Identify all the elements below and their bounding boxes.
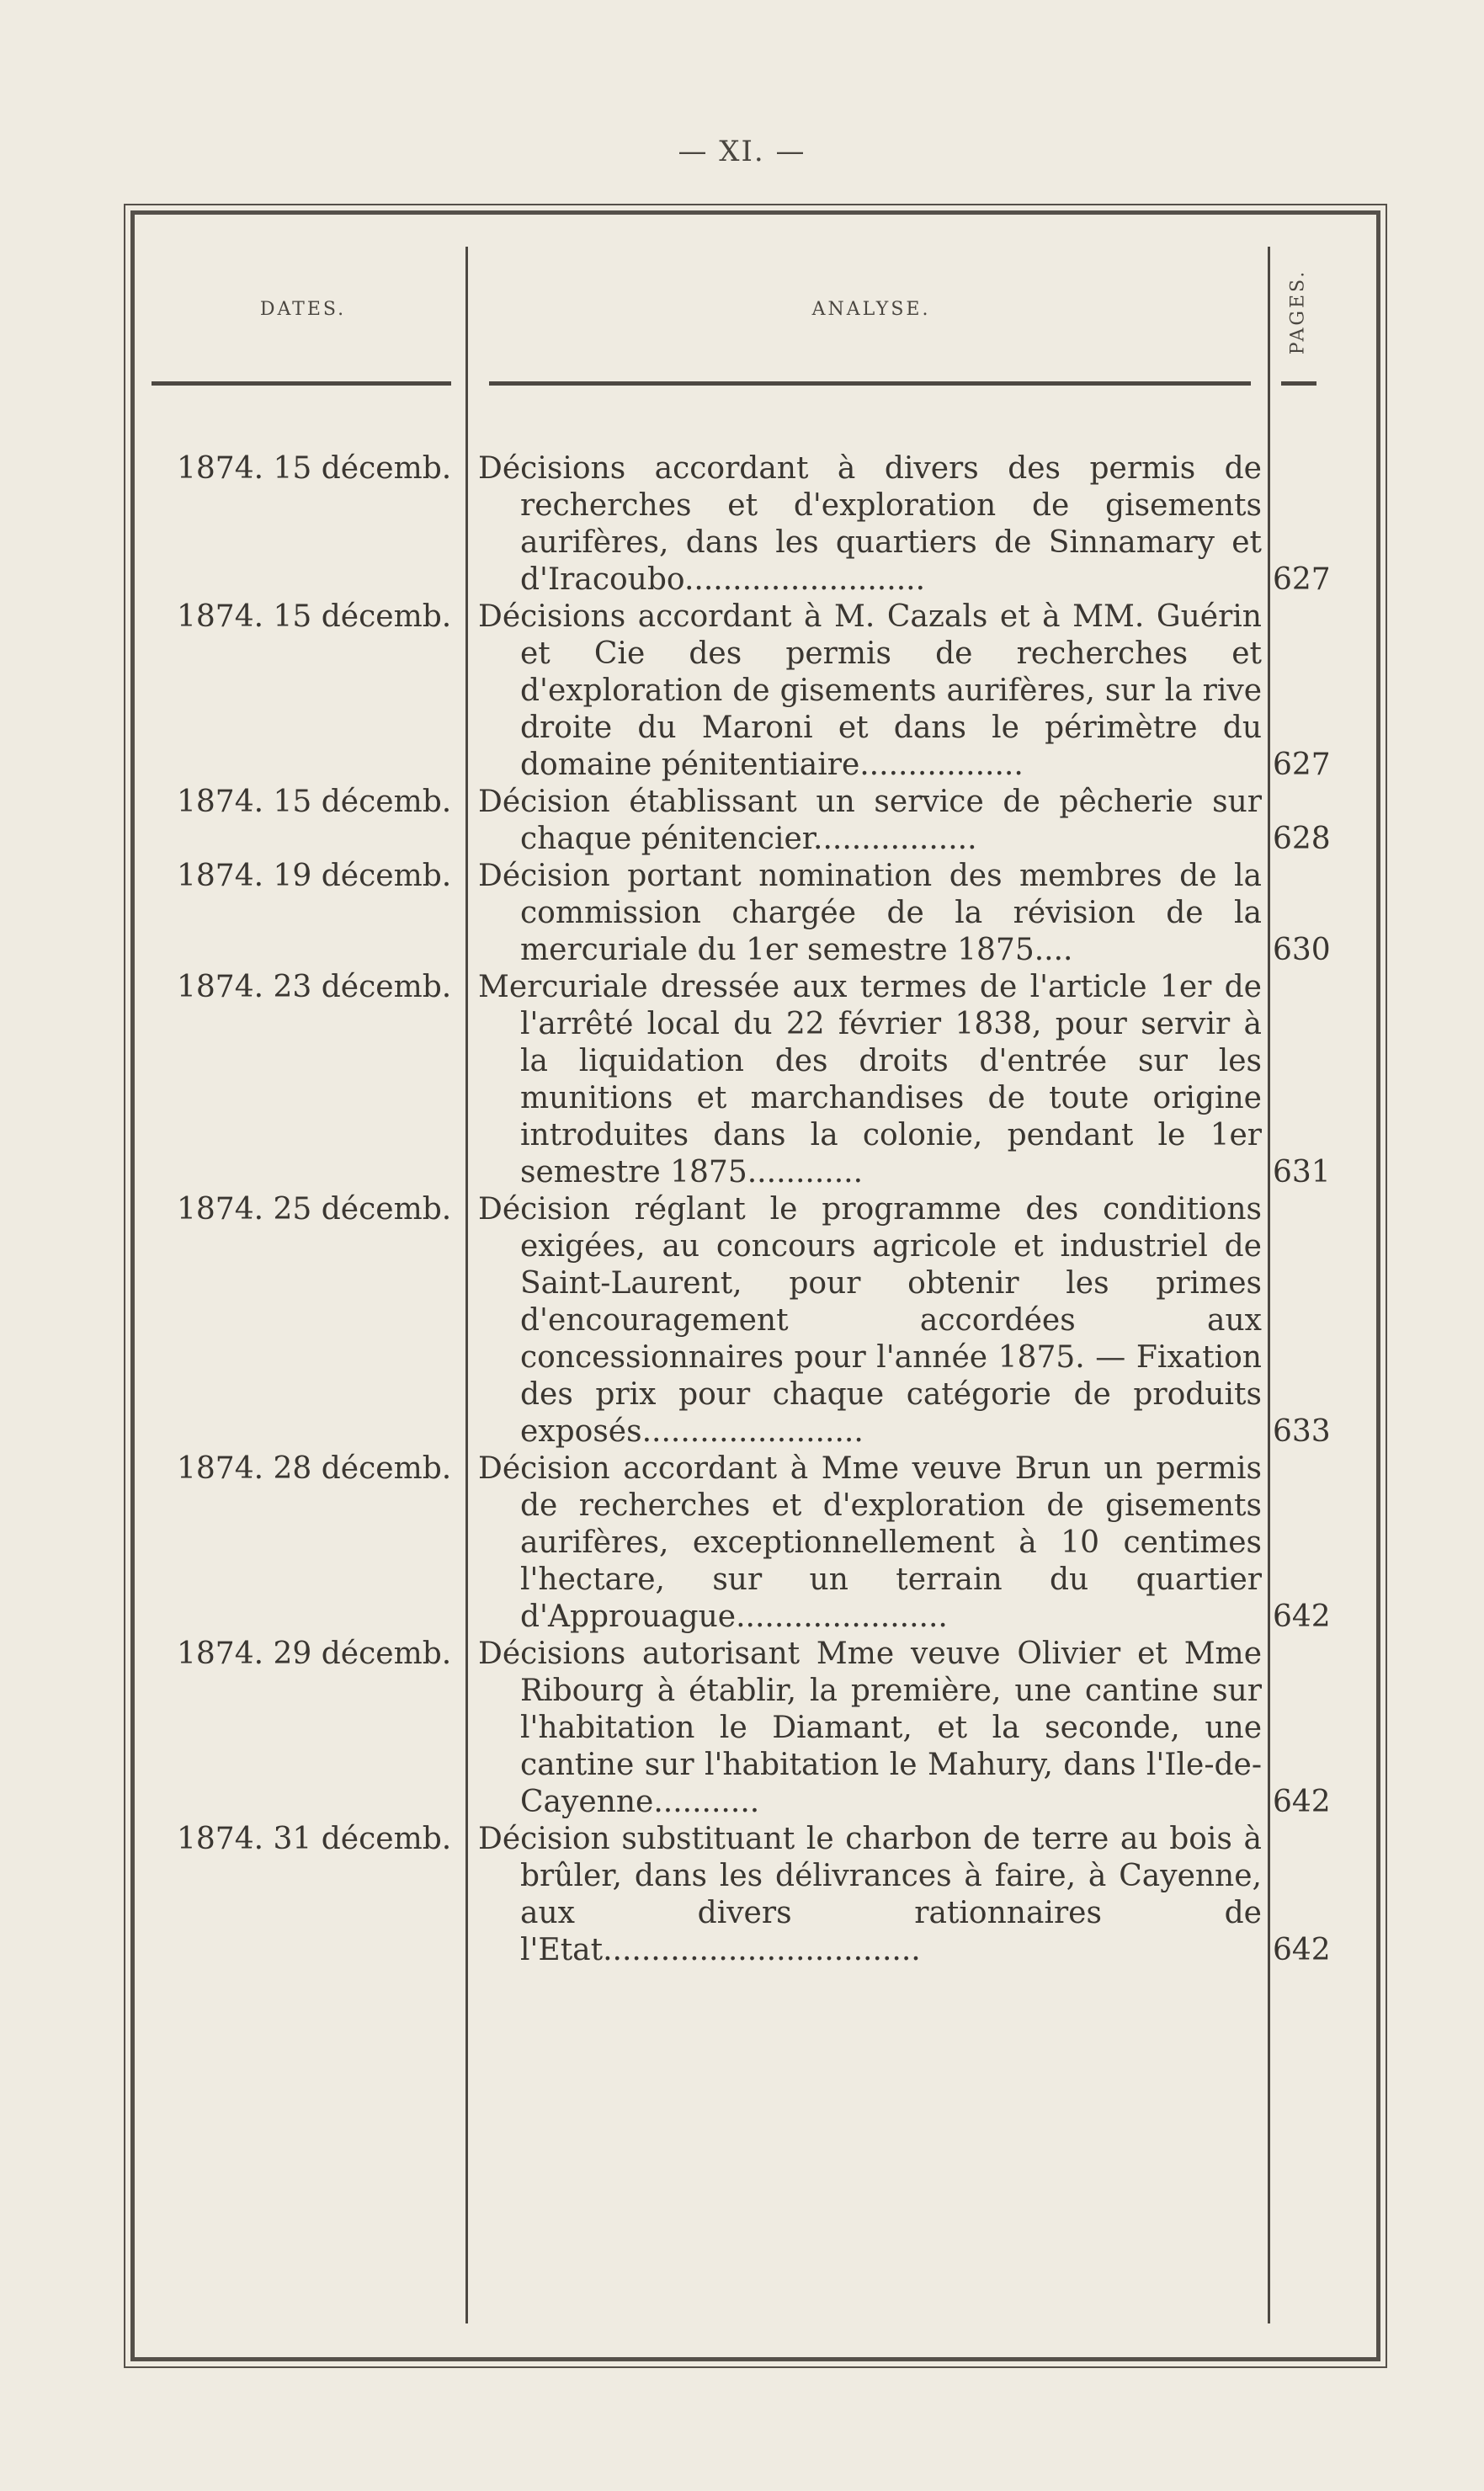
header-analyse: ANALYSE.: [811, 299, 931, 320]
entry-page: 642: [1273, 1933, 1331, 1967]
entry-analysis: Décision établissant un service de pêcherie sur chaque pénitencier.................: [478, 785, 1262, 856]
entry-page: 642: [1273, 1599, 1331, 1634]
table-row: [135, 969, 1376, 1191]
entries-list: [135, 450, 1376, 1969]
entry-analysis: Décision substituant le charbon de terre au bois à brûler, dans les délivrances à faire, à Cayenne, aux divers rationnaires de l'Etat.................................: [478, 1822, 1262, 1967]
table-row: [135, 1821, 1376, 1969]
header-rule-pages: [1281, 381, 1316, 386]
entry-date: 1874. 15 décemb.: [177, 451, 452, 486]
entry-page: 627: [1273, 748, 1331, 782]
entry-analysis: Décisions autorisant Mme veuve Olivier et Mme Ribourg à établir, la première, une cantine sur l'habitation le Diamant, et la seconde, une cantine sur l'habitation le Mahury, dans l'Ile-de-Cayenne...........: [478, 1637, 1262, 1819]
header-rule-dates: [152, 381, 451, 386]
entry-analysis: Décisions accordant à divers des permis de recherches et d'exploration de gisements aurifères, dans les quartiers de Sinnamary et d'Iracoubo.........................: [478, 451, 1262, 597]
entry-date: 1874. 28 décemb.: [177, 1451, 452, 1486]
entry-page: 628: [1273, 822, 1331, 856]
entry-page: 642: [1273, 1785, 1331, 1819]
header-pages: [1278, 253, 1318, 370]
header-pages-label: PAGES.: [1287, 269, 1309, 354]
entry-date: 1874. 31 décemb.: [177, 1822, 452, 1856]
bottom-rule: [143, 2357, 1368, 2360]
entry-date: 1874. 29 décemb.: [177, 1637, 452, 1671]
table-row: [135, 1450, 1376, 1636]
entry-analysis: Décision accordant à Mme veuve Brun un permis de recherches et d'exploration de gisements aurifères, exceptionnellement à 10 centimes l'hectare, sur un terrain du quartier d'Approuague......................: [478, 1451, 1262, 1634]
table-row: [135, 450, 1376, 599]
page-header: — XI. —: [678, 135, 806, 168]
table-row: [135, 599, 1376, 784]
entry-analysis: Décisions accordant à M. Cazals et à MM. Guérin et Cie des permis de recherches et d'exploration de gisements aurifères, sur la rive droite du Maroni et dans le périmètre du domaine pénitentiaire.................: [478, 599, 1262, 782]
entry-analysis: Mercuriale dressée aux termes de l'article 1er de l'arrêté local du 22 février 1838, pour servir à la liquidation des droits d'entrée sur les munitions et marchandises de toute origine introduites dans la colonie, pendant le 1er semestre 1875............: [478, 970, 1262, 1190]
entry-page: 630: [1273, 933, 1331, 967]
entry-analysis: Décision réglant le programme des conditions exigées, au concours agricole et industriel de Saint-Laurent, pour obtenir les primes d'encouragement accordées aux concessionnaires pour l'année 1875. — Fixation des prix pour chaque catégorie de produits exposés.......................: [478, 1192, 1262, 1449]
table-frame: [130, 210, 1380, 2361]
entry-date: 1874. 23 décemb.: [177, 970, 452, 1004]
header-dates: DATES.: [259, 299, 347, 320]
entry-date: 1874. 19 décemb.: [177, 859, 452, 893]
entry-date: 1874. 15 décemb.: [177, 785, 452, 819]
header-rule-analyse: [489, 381, 1251, 386]
table-row: [135, 1636, 1376, 1821]
table-row: [135, 784, 1376, 858]
entry-page: 631: [1273, 1155, 1331, 1190]
table-row: [135, 1191, 1376, 1450]
entry-date: 1874. 15 décemb.: [177, 599, 452, 634]
entry-page: 627: [1273, 562, 1331, 597]
entry-analysis: Décision portant nomination des membres de la commission chargée de la révision de la mercuriale du 1er semestre 1875....: [478, 859, 1262, 967]
entry-date: 1874. 25 décemb.: [177, 1192, 452, 1227]
table-row: [135, 858, 1376, 969]
entry-page: 633: [1273, 1414, 1331, 1449]
